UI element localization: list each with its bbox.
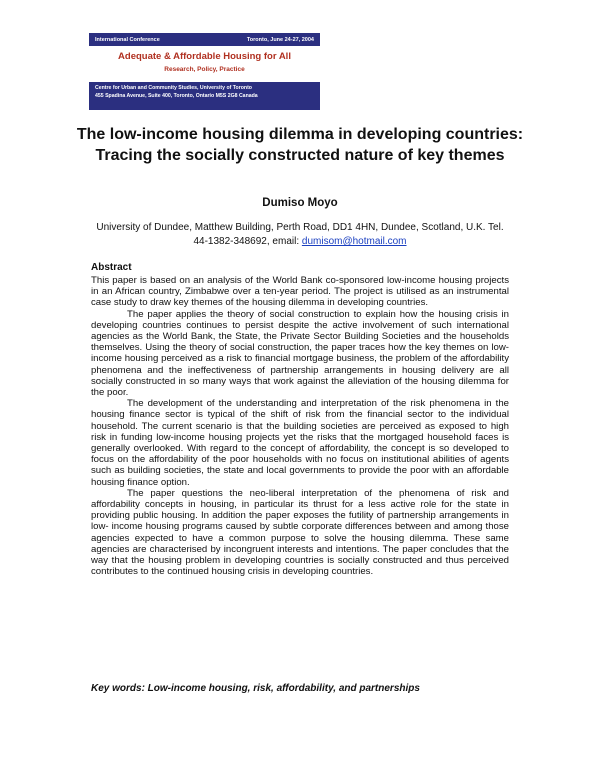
conference-subtitle: Research, Policy, Practice xyxy=(164,66,245,73)
abstract-paragraph-3: The development of the understanding and interpretation of the risk phenomena in the housing finance sector is typical of the shift of risk from the financial sector to the individual household. The current scenario is that the building societies are perceived as exposed to high risk in funding low-income housing projects yet the risks that the mortgaged household faces is generally overlooked. With regard to the concept of affordability, the concept is so developed to focus on the affordability of the poor households with no focus on institutional abilities of agents such as building societies, the state and local governments to provide the poor with an affordable housing finance option. xyxy=(91,398,509,488)
affiliation-text: University of Dundee, Matthew Building, Perth Road, DD1 4HN, Dundee, Scotland, U.K. Tel. 44-1382-348692, email: xyxy=(96,222,504,247)
conference-title: Adequate & Affordable Housing for All xyxy=(118,51,291,62)
banner-bottom-bar xyxy=(89,82,320,110)
centre-name: Centre for Urban and Community Studies, University of Toronto xyxy=(95,85,252,91)
abstract-paragraph-4: The paper questions the neo-liberal interpretation of the phenomena of risk and affordability concepts in housing, in particular its thrust for a less active role for the state in providing public housing. In addition the paper exposes the futility of partnership arrangements in low- income housing programs caused by subtle corporate differences between and among those agencies expected to have a common purpose to solve the housing dilemma. These same agencies are characterised by incongruent interests and intentions. The paper concludes that the way that the housing problem in developing countries is socially constructed and thus perceived contributes to the continued housing crisis in developing countries. xyxy=(91,487,509,578)
abstract-paragraph-2: The paper applies the theory of social construction to explain how the housing crisis in developing countries continues to persist despite the active involvement of such international agencies as the World Bank, the State, the Private Sector Building Societies and the households themselves. Using the theory of social construction, the paper traces how the key themes on low-income housing perceived as a risk to financial mortgage business, the problem of the affordability phenomena and the ineffectiveness of partnership arrangements in housing delivery are all socially constructed in so many ways that work against the alleviation of the housing dilemma for the poor. xyxy=(91,308,509,399)
paper-title: The low-income housing dilemma in developing countries: Tracing the socially constructed nature of key themes xyxy=(76,126,524,164)
conference-banner xyxy=(89,33,320,110)
abstract-heading: Abstract xyxy=(91,262,132,273)
abstract-paragraph-1: This paper is based on an analysis of the World Bank co-sponsored low-income housing projects in an African country, Zimbabwe over a ten-year period. The project is utilised as an instrumental case study to draw key themes of the housing dilemma in developing countries. xyxy=(91,275,509,309)
abstract-section xyxy=(91,262,509,577)
banner-top-bar xyxy=(89,33,320,46)
conference-location-date: Toronto, June 24-27, 2004 xyxy=(246,36,314,43)
paper-author: Dumiso Moyo xyxy=(262,197,338,209)
centre-address: 455 Spadina Avenue, Suite 400, Toronto, Ontario M5S 2G8 Canada xyxy=(95,93,258,99)
banner-middle xyxy=(89,46,320,82)
keywords: Key words: Low-income housing, risk, affordability, and partnerships xyxy=(91,683,420,694)
email-link[interactable]: dumisom@hotmail.com xyxy=(301,236,407,247)
conference-label: International Conference xyxy=(95,36,160,43)
author-affiliation xyxy=(90,221,510,249)
